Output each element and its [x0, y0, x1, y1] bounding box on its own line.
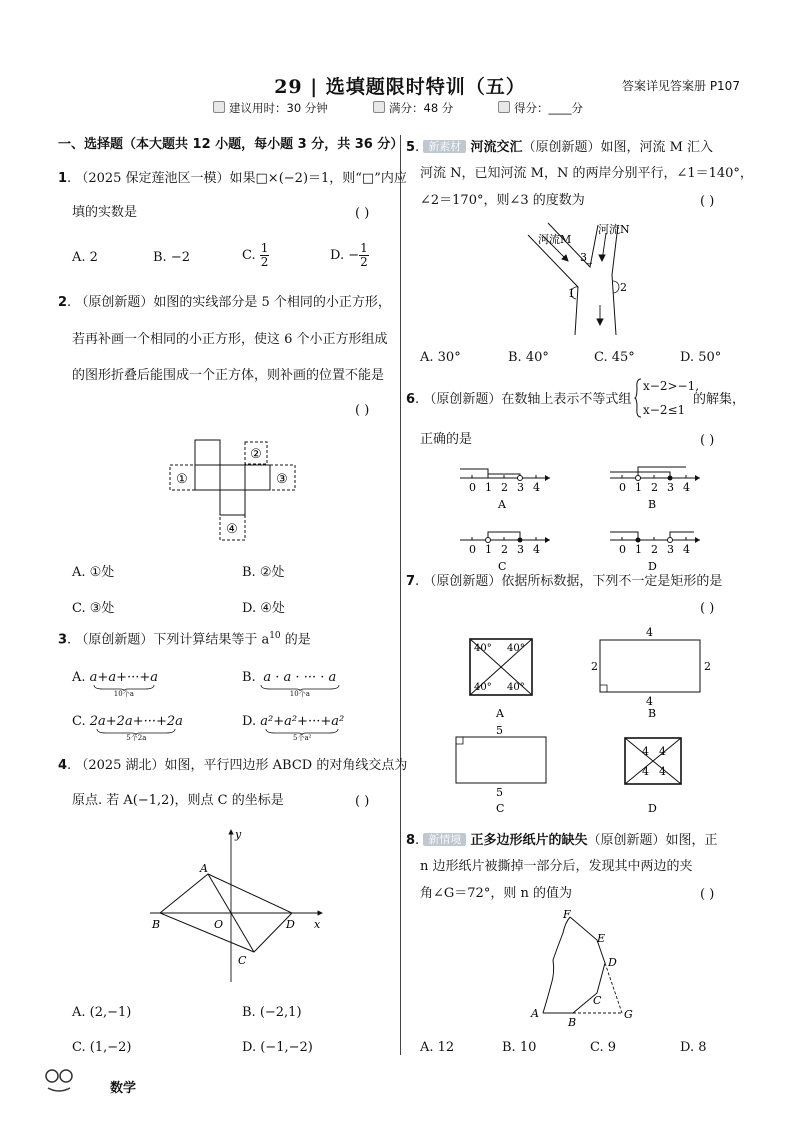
shape-b-right-angle	[600, 685, 607, 692]
q3-d-expr: a²+a²+···+a²	[260, 714, 345, 729]
q2-option-a: A. ①处	[72, 565, 115, 580]
q1-option-c	[242, 242, 269, 269]
shape-d-seg-label: 4	[642, 745, 649, 758]
point-d-label: D	[608, 956, 617, 969]
q1-c-num: 1	[260, 241, 269, 255]
numline-a-open-dot	[518, 476, 523, 481]
q2-number: 2	[58, 295, 68, 310]
angle-label: 40°	[474, 643, 492, 654]
time-label: 建议用时：30 分钟	[229, 101, 328, 115]
numline-d-label: D	[648, 560, 657, 570]
q1-option-a: A. 2	[72, 250, 98, 265]
q8-number: 8	[406, 833, 416, 848]
numline-d-arrow	[695, 537, 700, 543]
q5-line2: 河流 N，已知河流 M，N 的两岸分别平行，∠1＝140°，	[420, 166, 753, 181]
river-n-label: 河流N	[598, 223, 630, 236]
numline-d-ray1	[610, 532, 638, 540]
net-square	[195, 465, 220, 490]
q2-option-b: B. ②处	[242, 565, 285, 580]
numline-b	[610, 467, 700, 511]
q2-line2: 若再补画一个相同的小正方形，使这 6 个小正方形组成	[72, 332, 388, 347]
shape-b-top-label: 4	[646, 626, 653, 639]
pencil-icon	[498, 101, 510, 113]
numline-d-open-dot	[668, 538, 673, 543]
column-divider	[400, 135, 401, 1055]
q1-c-den: 2	[260, 255, 269, 269]
q6-line2: 正确的是	[420, 432, 473, 447]
q8-tag: 新情境	[423, 833, 466, 846]
shape-a-label: A	[496, 707, 504, 720]
q5-option-c: C. 45°	[594, 350, 635, 365]
q5-line1: 5. 新素材 河流交汇（原创新题）如图，河流 M 汇入	[406, 140, 714, 155]
tick: 0	[469, 481, 476, 494]
shape-d-seg-label: 4	[659, 765, 666, 778]
q2-option-d: D. ④处	[242, 601, 285, 616]
title-number: 29	[274, 76, 303, 98]
angle-3-label: 3	[580, 251, 587, 264]
q1-option-b: B. −2	[153, 250, 190, 265]
q2-answer-paren: ( )	[355, 403, 370, 418]
shape-b-bottom-label: 4	[646, 695, 653, 708]
numline-d	[610, 532, 700, 570]
shape-d-seg-label: 4	[642, 765, 649, 778]
q2-line3: 的图形折叠后能围成一个正方体，则补画的位置不能是	[72, 368, 385, 383]
q4-answer-paren: ( )	[355, 794, 370, 809]
tick: 3	[667, 543, 674, 556]
q3-number: 3	[58, 632, 68, 648]
q1-d-den: 2	[360, 255, 368, 269]
q3-c-under: 5个2a	[126, 734, 147, 742]
tick: 4	[533, 481, 540, 494]
shape-c-right-angle	[456, 737, 463, 744]
point-c-label: C	[238, 954, 247, 967]
numline-d-solid-dot	[636, 538, 641, 543]
tick: 2	[501, 543, 508, 556]
q3-text1: （原创新题）下列计算结果等于 a	[75, 632, 270, 648]
q4-option-b: B. (−2,1)	[242, 1005, 302, 1020]
point-c-label: C	[593, 994, 602, 1007]
q6-number: 6	[406, 392, 416, 407]
q4-option-c: C. (1,−2)	[72, 1040, 132, 1055]
point-a-label: A	[531, 1007, 539, 1020]
label-1: ①	[176, 472, 188, 487]
numline-a-arrow	[545, 475, 550, 481]
q5-number: 5	[406, 140, 416, 155]
q3-d-label: D.	[242, 714, 257, 729]
q5-line3: ∠2＝170°，则∠3 的度数为	[420, 193, 585, 208]
q4-option-a: A. (2,−1)	[72, 1005, 132, 1020]
q3-d-under: 5个a²	[293, 734, 312, 742]
q1-line2: 填的实数是	[72, 205, 138, 220]
q5-tag: 新素材	[423, 140, 466, 153]
tick: 0	[619, 481, 626, 494]
numline-a-label: A	[498, 498, 506, 511]
q7-answer-paren: ( )	[700, 601, 715, 616]
numline-d-ray2	[670, 532, 694, 540]
numline-b-open-dot	[636, 476, 641, 481]
shape-c-bottom-label: 5	[496, 786, 503, 799]
numline-a	[460, 469, 550, 511]
label-2: ②	[250, 447, 262, 462]
numline-c-label: C	[498, 560, 507, 570]
angle-label: 40°	[474, 682, 492, 693]
footer-subject: 数学	[110, 1081, 137, 1096]
q4-option-d: D. (−1,−2)	[242, 1040, 313, 1055]
q8-option-a: A. 12	[420, 1040, 455, 1055]
torn-edge	[543, 917, 570, 1013]
point-a-label: A	[200, 862, 208, 875]
q6-ineq1: x−2>−1,	[643, 379, 700, 393]
q3-b-expr: a · a · ··· · a	[263, 670, 337, 685]
q5-text1: （原创新题）如图，河流 M 汇入	[522, 140, 714, 155]
tick: 2	[651, 543, 658, 556]
shape-b-left-label: 2	[591, 660, 598, 673]
page-mascot-icon	[42, 1066, 78, 1094]
q3-option-b	[242, 670, 340, 698]
q3-a-under: 10个a	[113, 690, 134, 698]
q3-c-expr: 2a+2a+···+2a	[89, 714, 183, 729]
q5-option-a: A. 30°	[420, 350, 461, 365]
q1-d-num: 1	[360, 241, 368, 255]
q7-line1: 7. （原创新题）依据所标数据，下列不一定是矩形的是	[406, 574, 723, 589]
shape-b-label: B	[648, 707, 657, 720]
q8-line2: n 边形纸片被撕掉一部分后，发现其中两边的夹	[420, 859, 693, 874]
q4-line2: 原点. 若 A(−1,2)，则点 C 的坐标是	[72, 793, 284, 808]
q8-option-d: D. 8	[680, 1040, 707, 1055]
tick: 4	[683, 543, 690, 556]
tick: 0	[469, 543, 476, 556]
numline-a-ray1	[460, 469, 488, 478]
q1-option-d	[330, 242, 369, 269]
tick: 1	[485, 543, 492, 556]
tick: 4	[683, 481, 690, 494]
score-label: 满分：48 分	[389, 101, 454, 115]
q6-line1: 6. （原创新题）在数轴上表示不等式组	[406, 392, 632, 407]
score-meta	[373, 100, 453, 116]
angle-1-label: 1	[568, 287, 575, 300]
shape-c-rect	[456, 737, 546, 783]
point-d-label: D	[286, 918, 295, 931]
tick: 3	[517, 543, 524, 556]
title-text: 选填题限时特训（五）	[325, 76, 526, 98]
shape-c	[456, 724, 546, 815]
q3-a-label: A.	[72, 670, 86, 685]
q3-c-label: C.	[72, 714, 86, 729]
flow-arrowhead-n	[599, 255, 605, 261]
net-square	[220, 465, 245, 490]
shape-b-right-label: 2	[704, 660, 711, 673]
tick: 0	[619, 543, 626, 556]
river-figure	[520, 215, 660, 345]
q8-answer-paren: ( )	[700, 887, 715, 902]
q7-number: 7	[406, 574, 416, 589]
got-meta	[498, 100, 583, 116]
answer-reference: 答案详见答案册 P107	[622, 79, 740, 93]
time-meta	[213, 100, 328, 116]
numline-c-open-dot	[486, 538, 491, 543]
shape-b-rect	[600, 640, 700, 692]
net-square	[245, 465, 270, 490]
q3-text1b: 的是	[280, 632, 311, 648]
q8-line1: 8. 新情境 正多边形纸片的缺失（原创新题）如图，正	[406, 833, 718, 848]
q3-option-a	[72, 670, 158, 698]
q3-a-expr: a+a+···+a	[89, 670, 158, 685]
x-label: x	[314, 918, 321, 931]
number-line-figures	[452, 458, 762, 570]
point-b-label: B	[568, 1016, 577, 1029]
tick: 2	[501, 481, 508, 494]
q3-exponent: 10	[269, 631, 281, 641]
cube-net-figure	[165, 435, 305, 545]
tick: 4	[533, 543, 540, 556]
numline-b-label: B	[648, 498, 657, 511]
score-icon	[373, 101, 385, 113]
shape-d-label: D	[648, 802, 657, 815]
origin-label: O	[214, 918, 224, 931]
q7-text1: （原创新题）依据所标数据，下列不一定是矩形的是	[423, 574, 723, 589]
polygon-figure	[525, 905, 645, 1030]
label-4: ④	[226, 522, 238, 537]
point-b-label: B	[152, 918, 161, 931]
q1-text1: （2025 保定莲池区一模）如果□×(−2)＝1，则“□”内应	[75, 171, 407, 186]
q5-option-b: B. 40°	[508, 350, 549, 365]
tick: 3	[517, 481, 524, 494]
clock-icon	[213, 101, 225, 113]
q6-ineq2: x−2≤1	[643, 403, 686, 417]
q1-line1: 1. （2025 保定莲池区一模）如果□×(−2)＝1，则“□”内应	[58, 171, 407, 186]
got-label: 得分：____分	[514, 101, 583, 115]
shape-b	[591, 626, 711, 720]
label-3: ③	[276, 472, 288, 487]
title-separator: |	[310, 76, 326, 98]
q3-option-c	[72, 714, 183, 742]
q8-option-c: C. 9	[590, 1040, 617, 1055]
parallelogram-figure	[140, 822, 340, 992]
q4-line1: 4. （2025 湖北）如图，平行四边形 ABCD 的对角线交点为	[58, 758, 408, 773]
numline-c	[460, 532, 550, 570]
shape-a	[470, 639, 532, 720]
q5-topic: 河流交汇	[470, 140, 523, 155]
q6-brace	[634, 378, 642, 418]
numline-b-solid-dot	[668, 476, 673, 481]
shape-c-top-label: 5	[496, 724, 503, 737]
q8-line3: 角∠G＝72°，则 n 的值为	[420, 886, 572, 901]
q3-b-label: B.	[242, 670, 256, 685]
numline-c-solid-dot	[518, 538, 523, 543]
q5-option-d: D. 50°	[680, 350, 722, 365]
point-f-label: F	[563, 908, 571, 921]
angle-label: 40°	[507, 682, 525, 693]
angle-label: 40°	[507, 643, 525, 654]
q6-text1b: 的解集，	[693, 392, 746, 407]
tick: 3	[667, 481, 674, 494]
q2-option-c: C. ③处	[72, 601, 115, 616]
extension-dg	[605, 963, 622, 1013]
river-m-label: 河流M	[538, 233, 572, 246]
q4-text1: （2025 湖北）如图，平行四边形 ABCD 的对角线交点为	[75, 758, 408, 773]
y-label: y	[235, 828, 242, 841]
q1-answer-paren: ( )	[355, 206, 370, 221]
q3-b-under: 10个a	[289, 690, 310, 698]
q8-option-b: B. 10	[502, 1040, 537, 1055]
q2-line1: 2. （原创新题）如图的实线部分是 5 个相同的小正方形，	[58, 295, 391, 310]
net-square	[220, 490, 245, 515]
angle-2-arc	[613, 281, 619, 293]
q6-answer-paren: ( )	[700, 433, 715, 448]
net-square	[195, 440, 220, 465]
q6-text1: （原创新题）在数轴上表示不等式组	[423, 392, 632, 407]
point-g-label: G	[624, 1008, 633, 1021]
q3-option-d	[242, 714, 344, 742]
rectangle-figures	[450, 625, 750, 820]
point-e-label: E	[597, 932, 606, 945]
q2-text1: （原创新题）如图的实线部分是 5 个相同的小正方形，	[75, 295, 391, 310]
flow-arrowhead-down	[597, 319, 603, 325]
tick: 1	[635, 543, 642, 556]
angle-2-label: 2	[620, 281, 627, 294]
q3-line1: 3. （原创新题）下列计算结果等于 $a^{10}$ 的是	[58, 631, 311, 648]
shape-d-seg-label: 4	[659, 745, 666, 758]
tick: 2	[651, 481, 658, 494]
q5-answer-paren: ( )	[700, 194, 715, 209]
numline-c-arrow	[545, 537, 550, 543]
tick: 1	[485, 481, 492, 494]
shape-d	[625, 738, 681, 815]
q1-d-label: D. −	[330, 248, 360, 263]
shape-c-label: C	[496, 802, 505, 815]
q1-number: 1	[58, 171, 68, 186]
q8-topic: 正多边形纸片的缺失	[470, 833, 588, 848]
numline-b-arrow	[695, 475, 700, 481]
river-m-bank-left	[528, 235, 578, 335]
q1-c-label: C.	[242, 248, 256, 263]
q8-text1: （原创新题）如图，正	[587, 833, 718, 848]
q4-number: 4	[58, 758, 68, 773]
river-n-bank	[612, 225, 618, 335]
section-title: 一、选择题（本大题共 12 小题，每小题 3 分，共 36 分）	[58, 137, 404, 152]
tick: 1	[635, 481, 642, 494]
